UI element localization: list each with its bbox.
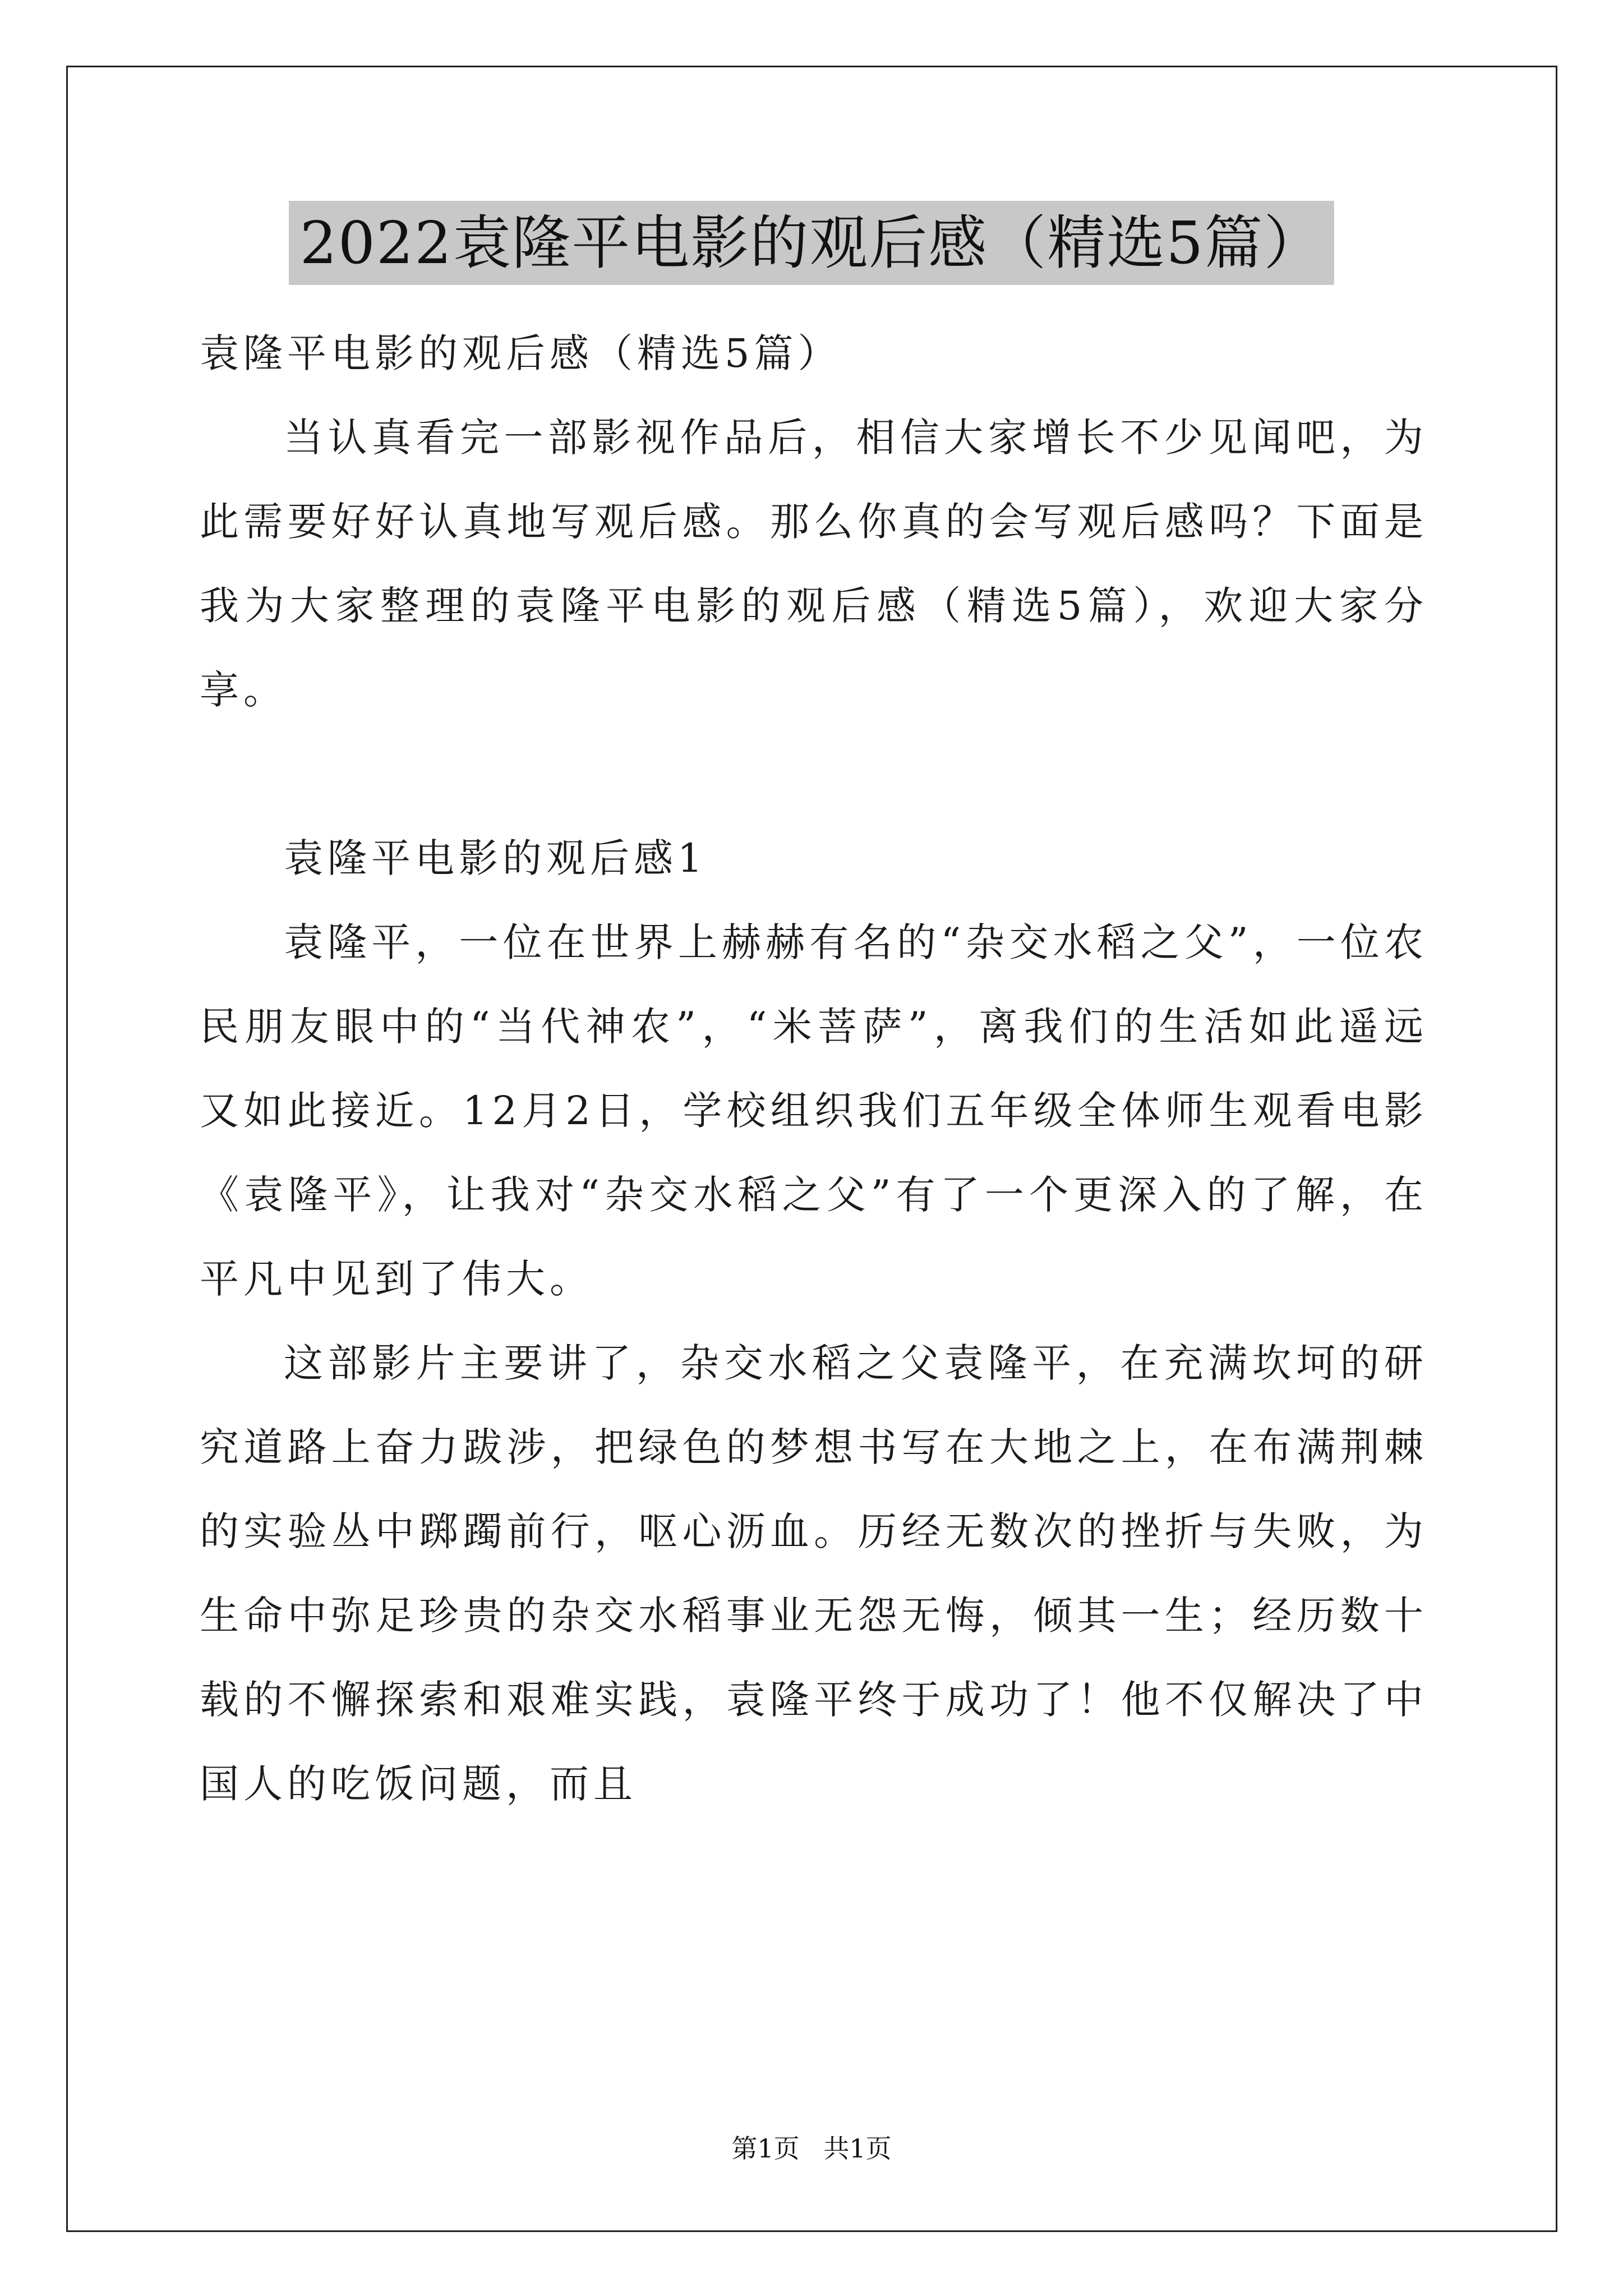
document-subtitle: 袁隆平电影的观后感（精选5篇） xyxy=(200,330,842,376)
intro-paragraph: 当认真看完一部影视作品后，相信大家增长不少见闻吧，为此需要好好认真地写观后感。那么你真的会写观后感吗？下面是我为大家整理的袁隆平电影的观后感（精选5篇），欢迎大家分享。 xyxy=(200,415,1428,713)
page-number: 第1页 xyxy=(731,2133,800,2164)
section-heading: 袁隆平电影的观后感1 xyxy=(284,835,707,881)
page-footer xyxy=(0,2132,1623,2165)
document-title: 2022袁隆平电影的观后感（精选5篇） xyxy=(289,201,1335,285)
title-container xyxy=(0,201,1623,285)
blank-line xyxy=(200,732,1428,816)
page-total: 共1页 xyxy=(823,2133,892,2164)
document-body xyxy=(200,311,1428,1826)
body-paragraph: 袁隆平，一位在世界上赫赫有名的“杂交水稻之父”，一位农民朋友眼中的“当代神农”，“米菩萨”，离我们的生活如此遥远又如此接近。12月2日，学校组织我们五年级全体师生观看电影《袁隆平》，让我对“杂交水稻之父”有了一个更深入的了解，在平凡中见到了伟大。 xyxy=(200,919,1428,1302)
body-paragraph: 这部影片主要讲了，杂交水稻之父袁隆平，在充满坎坷的研究道路上奋力跋涉，把绿色的梦想书写在大地之上，在布满荆棘的实验丛中踯躅前行，呕心沥血。历经无数次的挫折与失败，为生命中弥足珍贵的杂交水稻事业无怨无悔，倾其一生；经历数十载的不懈探索和艰难实践，袁隆平终于成功了！他不仅解决了中国人的吃饭问题，而且 xyxy=(200,1340,1428,1807)
